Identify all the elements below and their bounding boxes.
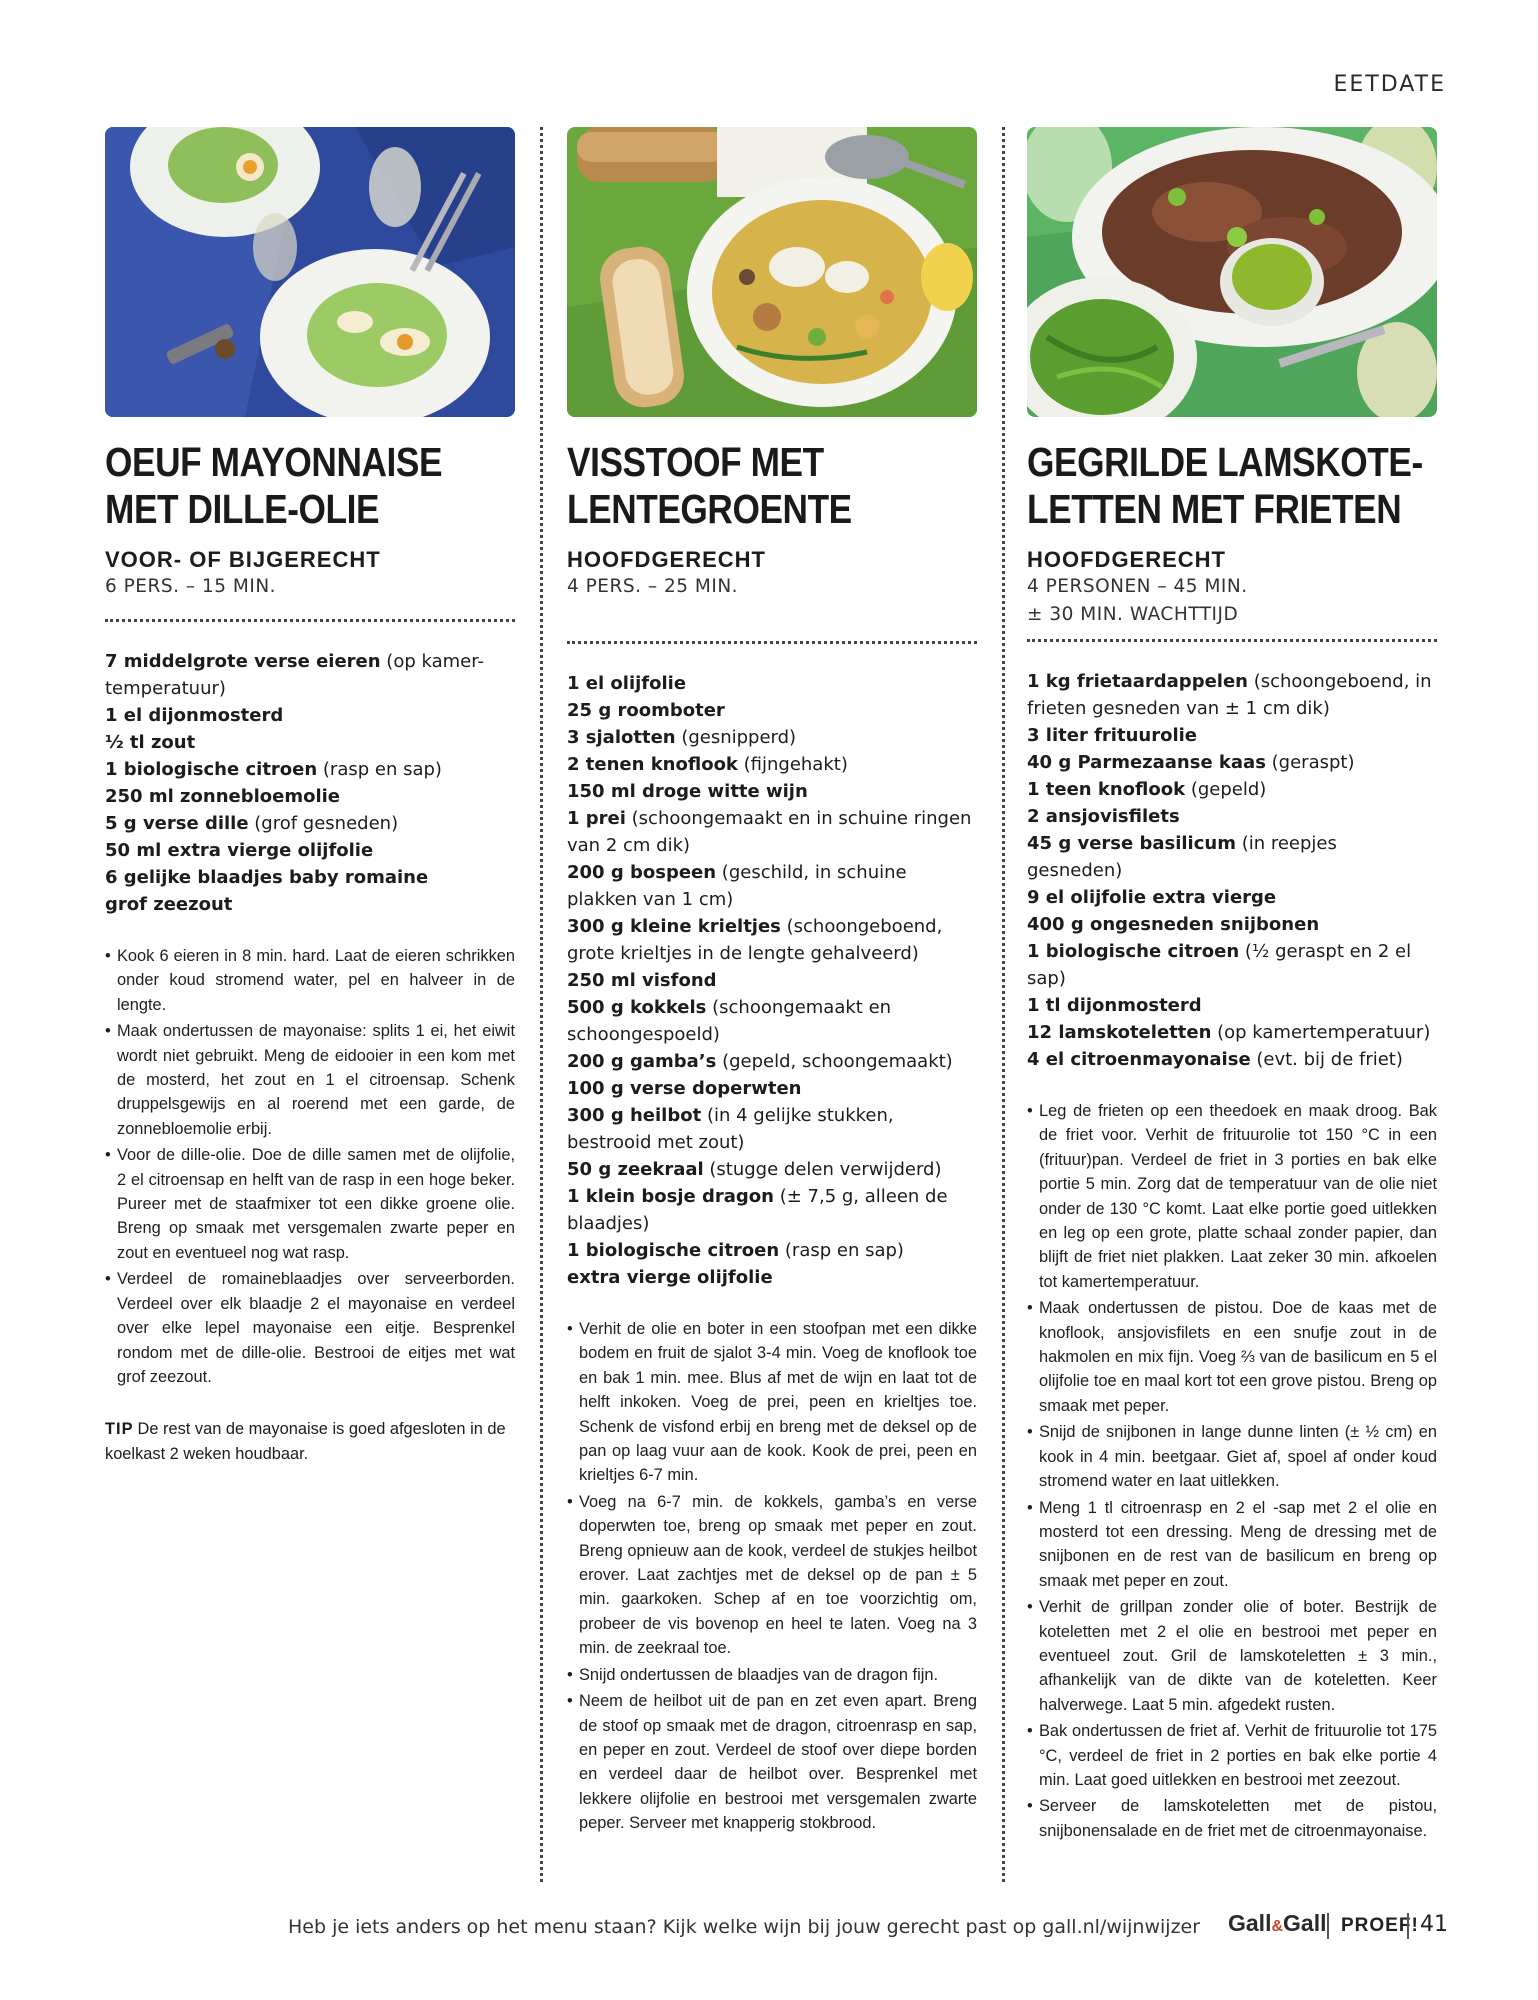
ingredient-item: 1 prei (schoongemaakt en in schuine ringen van 2 cm dik) [567, 808, 972, 856]
ingredient-item: 7 middelgrote verse eieren (op kamer-temperatuur) [105, 651, 484, 699]
ingredient-item: 1 tl dijonmosterd [1027, 995, 1202, 1016]
ingredient-list [567, 670, 977, 1291]
step-item: • Voeg na 6-7 min. de kokkels, gamba’s en verse doperwten toe, breng op smaak met peper en zout. Breng opnieuw aan de kook, verdeel de stukjes heilbot erover. Laat zachtjes met de deksel op de pan ± 5 min. gaarkoken. Schep af en toe voorzichtig om, probeer de vis bovenop en heel te laten. Voeg na 3 min. de zeekraal toe. [567, 1490, 977, 1661]
preparation-steps [1027, 1099, 1437, 1843]
ingredient-item: 25 g roomboter [567, 700, 725, 721]
step-item: • Verhit de grillpan zonder olie of boter. Bestrijk de koteletten met 2 el olie en bestrooi met peper en eventueel zout. Gril de lamskoteletten ± 3 min., afhankelijk van de dikte van de koteletten. Keer halverwege. Laat 5 min. afgedekt rusten. [1027, 1595, 1437, 1717]
recipe-course: VOOR- OF BIJGERECHT [105, 547, 381, 572]
page-number: 41 [1420, 1912, 1448, 1937]
ingredient-item: 40 g Parmezaanse kaas (geraspt) [1027, 752, 1355, 773]
ingredient-item: 400 g ongesneden snijbonen [1027, 914, 1320, 935]
step-item: • Bak ondertussen de friet af. Verhit de frituurolie tot 175 °C, verdeel de friet in 2 porties en bak elke portie 4 min. Laat goed uitlekken en bestrooi met zeezout. [1027, 1719, 1437, 1792]
ingredient-item: 6 gelijke blaadjes baby romaine [105, 867, 429, 888]
section-divider [105, 619, 515, 622]
recipe-photo-lamskoteletten [1027, 127, 1437, 417]
recipe-column-3 [1027, 127, 1437, 1845]
ingredient-item: 2 ansjovisfilets [1027, 806, 1180, 827]
step-item: • Snijd de snijbonen in lange dunne linten (± ½ cm) en kook in 4 min. beetgaar. Giet af, spoel af onder koud stromend water en laat uitlekken. [1027, 1420, 1437, 1493]
ingredient-item: 1 klein bosje dragon (± 7,5 g, alleen de blaadjes) [567, 1186, 948, 1234]
ingredient-item: 100 g verse doperwten [567, 1078, 802, 1099]
section-divider [567, 641, 977, 644]
recipe-column-2 [567, 127, 977, 1838]
ingredient-item: 1 teen knoflook (gepeld) [1027, 779, 1267, 800]
ingredient-item: 4 el citroenmayonaise (evt. bij de friet) [1027, 1049, 1403, 1070]
ingredient-item: 200 g gamba’s (gepeld, schoongemaakt) [567, 1051, 953, 1072]
footer-separator [1407, 1913, 1409, 1939]
step-item: • Kook 6 eieren in 8 min. hard. Laat de eieren schrikken onder koud stromend water, pel en halveer in de lengte. [105, 944, 515, 1017]
ingredient-item: ½ tl zout [105, 732, 196, 753]
preparation-steps [105, 944, 515, 1389]
ingredient-item: extra vierge olijfolie [567, 1267, 773, 1288]
recipe-meta: 4 PERS. – 25 MIN. [567, 576, 739, 597]
step-item: • Serveer de lamskoteletten met de pistou, snijbonensalade en de friet met de citroenmayonaise. [1027, 1794, 1437, 1843]
step-item: • Voor de dille-olie. Doe de dille samen met de olijfolie, 2 el citroensap en helft van de rasp in een hoge beker. Pureer met de staafmixer tot een dikke groene olie. Breng op smaak met versgemalen zwarte peper en zout en eventueel nog wat rasp. [105, 1143, 515, 1265]
ingredient-item: 3 liter frituurolie [1027, 725, 1197, 746]
ingredient-item: 2 tenen knoflook (fijngehakt) [567, 754, 848, 775]
section-label: EETDATE [1333, 72, 1446, 97]
ingredient-item: 1 el dijonmosterd [105, 705, 284, 726]
step-item: • Maak ondertussen de mayonaise: splits 1 ei, het eiwit wordt niet gebruikt. Meng de eidooier in een kom met de mosterd, het zout en 1 el citroensap. Schenk druppelsgewijs en al roerend met een garde, de zonnebloemolie erbij. [105, 1019, 515, 1141]
ingredient-item: 12 lamskoteletten (op kamertemperatuur) [1027, 1022, 1431, 1043]
ingredient-item: 1 biologische citroen (rasp en sap) [105, 759, 442, 780]
ingredient-item: 50 ml extra vierge olijfolie [105, 840, 374, 861]
ingredient-item: 1 el olijfolie [567, 673, 687, 694]
recipe-title: OEUF MAYONNAISE MET DILLE-OLIE [105, 439, 443, 532]
ingredient-list [1027, 668, 1437, 1073]
ingredient-item: 250 ml visfond [567, 970, 717, 991]
ingredient-item: 200 g bospeen (geschild, in schuine plakken van 1 cm) [567, 862, 907, 910]
recipe-course: HOOFDGERECHT [567, 547, 766, 572]
recipe-course: HOOFDGERECHT [1027, 547, 1226, 572]
recipe-column-1 [105, 127, 515, 1466]
ingredient-item: 3 sjalotten (gesnipperd) [567, 727, 797, 748]
step-item: • Snijd ondertussen de blaadjes van de dragon fijn. [567, 1663, 977, 1687]
recipe-meta: ± 30 MIN. WACHTTIJD [1027, 604, 1239, 625]
footer-wine-link-text: Heb je iets anders op het menu staan? Kijk welke wijn bij jouw gerecht past op gall.nl/wijnwijzer [288, 1916, 1201, 1938]
ingredient-item: 500 g kokkels (schoongemaakt en schoongespoeld) [567, 997, 892, 1045]
ingredient-item: 5 g verse dille (grof gesneden) [105, 813, 399, 834]
ingredient-item: grof zeezout [105, 894, 233, 915]
tip-label: TIP [105, 1420, 134, 1439]
step-item: • Verhit de olie en boter in een stoofpan met een dikke bodem en fruit de sjalot 3-4 min. Voeg de knoflook toe en bak 1 min. mee. Blus af met de wijn en laat tot de helft inkoken. Voeg de prei, peen en krieltjes toe. Schenk de visfond erbij en breng met de deksel op de pan op laag vuur aan de kook. Kook de prei, peen en krieltjes 6-7 min. [567, 1317, 977, 1488]
recipe-title: GEGRILDE LAMSKOTE- LETTEN MET FRIETEN [1027, 439, 1423, 532]
recipe-title: VISSTOOF MET LENTEGROENTE [567, 439, 852, 532]
ingredient-item: 45 g verse basilicum (in reepjes gesneden) [1027, 833, 1337, 881]
gall-gall-logo: Gall&Gall [1228, 1910, 1327, 1936]
ingredient-item: 9 el olijfolie extra vierge [1027, 887, 1277, 908]
tip-note [105, 1417, 515, 1466]
recipe-photo-oeuf-mayonnaise [105, 127, 515, 417]
ingredient-item: 1 kg frietaardappelen (schoongeboend, in frieten gesneden van ± 1 cm dik) [1027, 671, 1432, 719]
footer-separator [1327, 1913, 1329, 1939]
step-item: • Maak ondertussen de pistou. Doe de kaas met de knoflook, ansjovisfilets en een snufje zout in de hakmolen en mix fijn. Voeg ⅔ van de basilicum en 5 el olijfolie toe en maal kort tot een grove pistou. Breng op smaak met peper. [1027, 1296, 1437, 1418]
step-item: • Verdeel de romaineblaadjes over serveerborden. Verdeel over elk blaadje 2 el mayonaise en verdeel over elke lepel mayonaise een eitje. Besprenkel rondom met de dille-olie. Bestrooi de eitjes met wat grof zeezout. [105, 1267, 515, 1389]
ingredient-item: 1 biologische citroen (½ geraspt en 2 el sap) [1027, 941, 1412, 989]
ingredient-item: 150 ml droge witte wijn [567, 781, 808, 802]
step-item: • Neem de heilbot uit de pan en zet even apart. Breng de stoof op smaak met de dragon, citroenrasp en sap, en peper en zout. Verdeel de stoof over diepe borden en verdeel daar de heilbot over. Besprenkel met lekkere olijfolie en bestrooi met versgemalen zwarte peper. Serveer met knapperig stokbrood. [567, 1689, 977, 1835]
tip-text: De rest van de mayonaise is goed afgesloten in de koelkast 2 weken houdbaar. [105, 1420, 506, 1463]
section-divider [1027, 639, 1437, 642]
recipe-photo-visstoof [567, 127, 977, 417]
ingredient-item: 300 g heilbot (in 4 gelijke stukken, bestrooid met zout) [567, 1105, 894, 1153]
step-item: • Leg de frieten op een theedoek en maak droog. Bak de friet voor. Verhit de frituurolie tot 150 °C in een (frituur)pan. Verdeel de friet in 3 porties en bak elke portie 5 min. Zorg dat de temperatuur van de olie niet onder de 130 °C komt. Laat elke portie goed uitlekken en leg op een grote, platte schaal zonder papier, dan blijft de friet niet plakken. Laat zeker 30 min. afkoelen tot kamertemperatuur. [1027, 1099, 1437, 1294]
recipe-meta: 4 PERSONEN – 45 MIN. [1027, 576, 1248, 597]
ingredient-item: 50 g zeekraal (stugge delen verwijderd) [567, 1159, 942, 1180]
preparation-steps [567, 1317, 977, 1836]
step-item: • Meng 1 tl citroenrasp en 2 el -sap met 2 el olie en mosterd tot een dressing. Meng de dressing met de snijbonen en de rest van de basilicum en breng op smaak met peper en zout. [1027, 1496, 1437, 1594]
ingredient-list [105, 648, 515, 918]
ingredient-item: 250 ml zonnebloemolie [105, 786, 341, 807]
column-divider [1002, 127, 1005, 1882]
column-divider [540, 127, 543, 1882]
ingredient-item: 1 biologische citroen (rasp en sap) [567, 1240, 904, 1261]
ingredient-item: 300 g kleine krieltjes (schoongeboend, grote krieltjes in de lengte gehalveerd) [567, 916, 943, 964]
recipe-meta: 6 PERS. – 15 MIN. [105, 576, 277, 597]
magazine-name: PROEF! [1341, 1915, 1419, 1936]
